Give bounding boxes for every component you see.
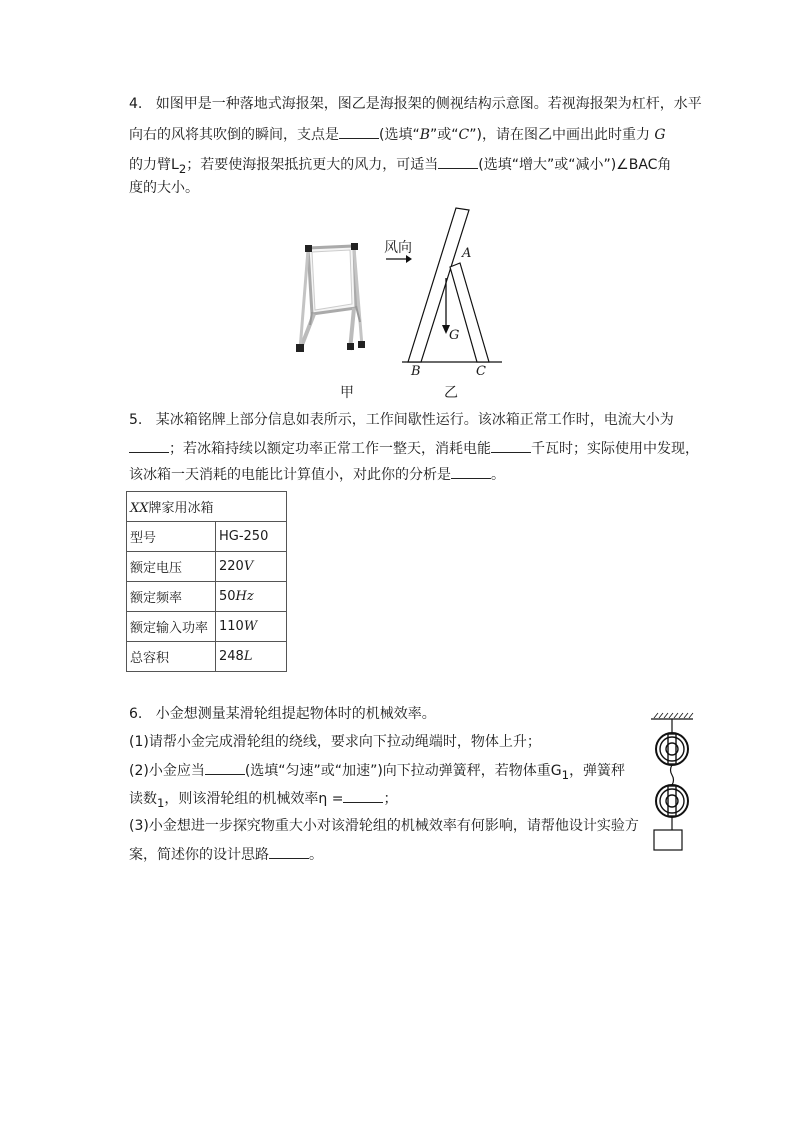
q6-blank-design[interactable] [269, 844, 309, 859]
q4-number: 4. [129, 96, 143, 112]
q5-blank-current[interactable] [129, 438, 169, 453]
q6-number: 6. [129, 706, 143, 722]
q6-line1: 6. 小金想测量某滑轮组提起物体时的机械效率。 [129, 706, 436, 722]
table-row: 额定输入功率 110W [127, 612, 287, 642]
q5-blank-energy[interactable] [491, 438, 531, 453]
q6-line2: (1)请帮小金完成滑轮组的绕线，要求向下拉动绳端时，物体上升； [129, 734, 541, 750]
table-row: 额定电压 220V [127, 552, 287, 582]
figure-jia-poster-stand [290, 240, 370, 360]
figure-label-yi: 乙 [444, 385, 458, 401]
q5-line2: ；若冰箱持续以额定功率正常工作一整天，消耗电能 千瓦时；实际使用中发现， [129, 438, 699, 459]
table-title-row: XX牌家用冰箱 [127, 492, 287, 522]
table-row: 额定频率 50Hz [127, 582, 287, 612]
figure-gravity-g: G [449, 328, 460, 343]
q5-line1: 5. 某冰箱铭牌上部分信息如表所示，工作间歇性运行。该冰箱正常工作时，电流大小为 [129, 412, 674, 428]
figure-yi-side-view [380, 205, 510, 380]
figure-point-a: A [462, 246, 472, 261]
table-row: 总容积 248L [127, 642, 287, 672]
q6-blank-efficiency[interactable] [343, 788, 383, 803]
table-row: 型号 HG-250 [127, 522, 287, 552]
refrigerator-nameplate-table [126, 491, 287, 672]
q6-line4: 读数$_1$，则该滑轮组的机械效率η = ； [129, 788, 397, 813]
q6-line6: 案，简述你的设计思路 。 [129, 844, 323, 865]
q4-blank-angle[interactable] [438, 154, 478, 169]
figure-wind-label: 风向 [384, 240, 412, 256]
figure-point-b: B [411, 364, 421, 379]
q5-line3: 该冰箱一天消耗的电能比计算值小，对此你的分析是 。 [129, 464, 505, 485]
q6-line3: (2)小金应当 (选填“匀速”或“加速”)向下拉动弹簧秤，若物体重$G_1$，弹簧秤 [129, 760, 625, 785]
q4-line3: 的力臂$L_2$；若要使海报架抵抗更大的风力，可适当 (选填“增大”或“减小”)∠BAC角 [129, 154, 671, 179]
q6-line5: (3)小金想进一步探究物重大小对该滑轮组的机械效率有何影响，请帮他设计实验方 [129, 818, 639, 834]
q4-text-1: 如图甲是一种落地式海报架，图乙是海报架的侧视结构示意图。若视海报架为杠杆，水平 [155, 96, 702, 112]
figure-label-jia: 甲 [340, 385, 354, 401]
q6-blank-speed[interactable] [205, 760, 245, 775]
q4-line1 [129, 94, 702, 114]
q5-blank-analysis[interactable] [451, 464, 491, 479]
q4-line2: 向右的风将其吹倒的瞬间，支点是 (选填“B”或“C”)，请在图乙中画出此时重力 G [129, 124, 666, 145]
pulley-system-figure [648, 712, 698, 854]
q4-blank-fulcrum[interactable] [339, 124, 379, 139]
figure-point-c: C [476, 364, 486, 379]
q5-number: 5. [129, 412, 143, 428]
q4-line4: 度的大小。 [129, 180, 199, 196]
